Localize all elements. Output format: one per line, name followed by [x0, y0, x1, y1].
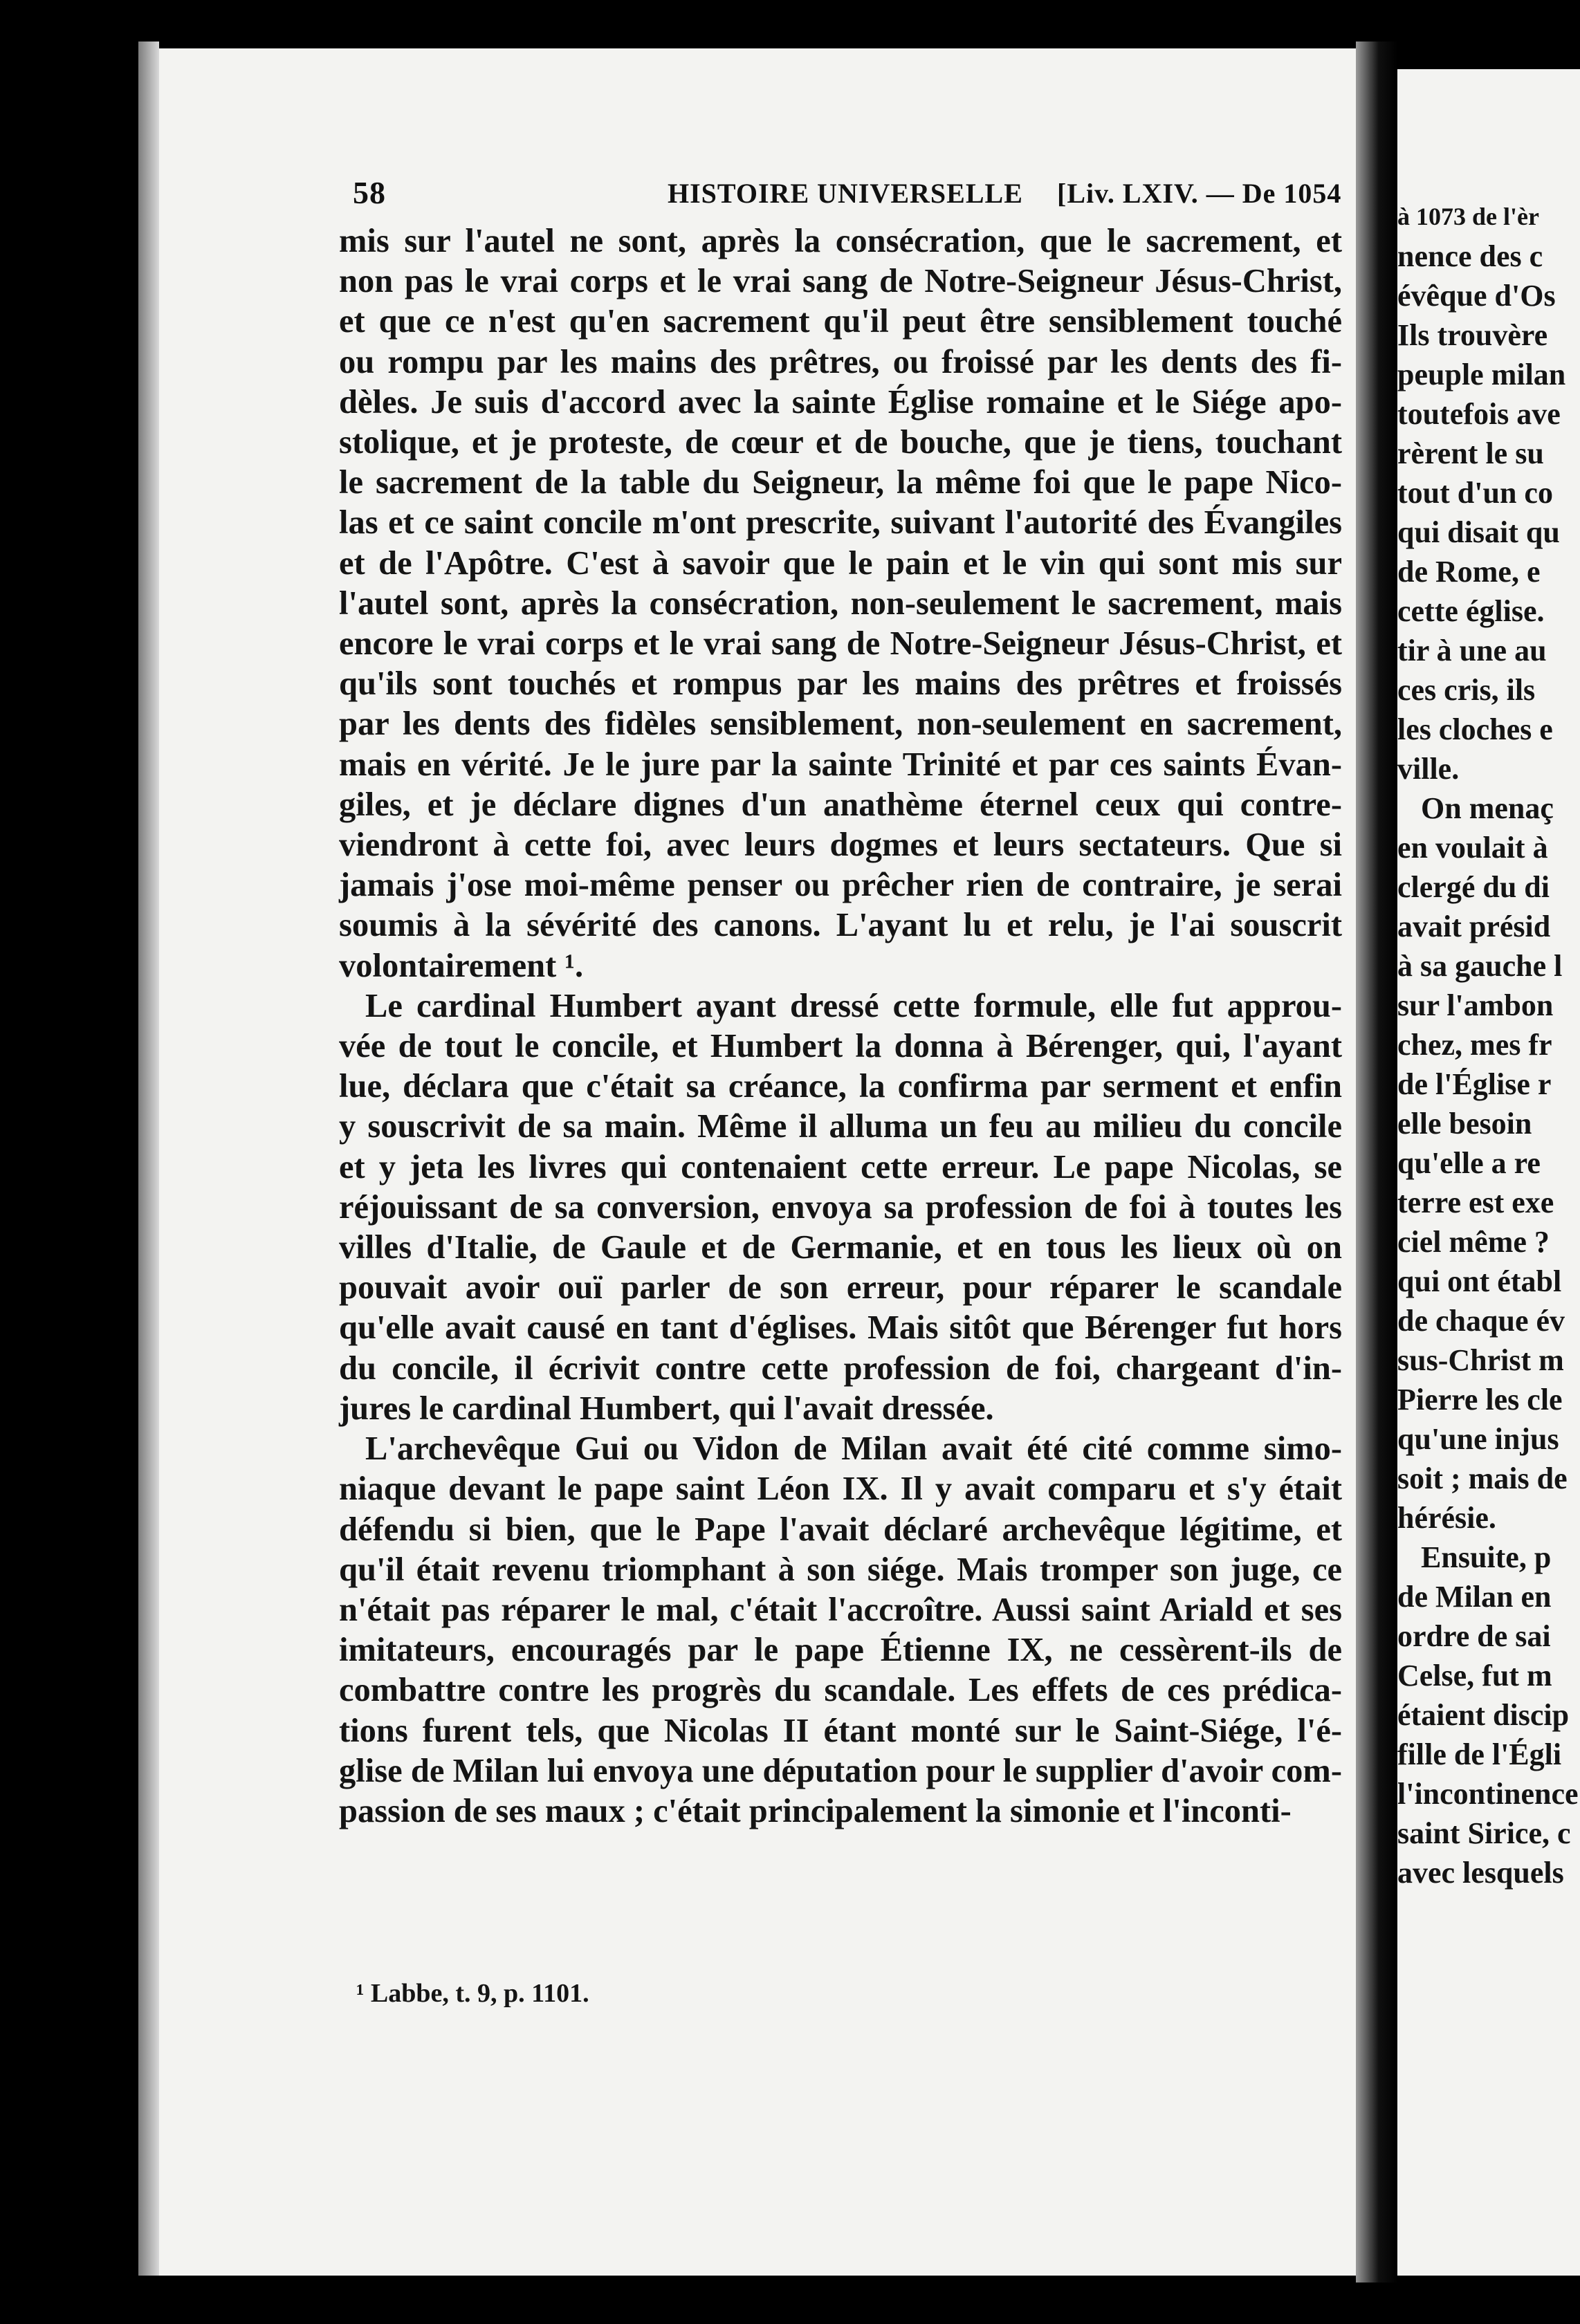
right-text-line: hérésie.: [1397, 1501, 1496, 1535]
text-line: las et ce saint concile m'ont prescrite, suivant l'autorité des Évangiles: [339, 504, 1342, 542]
running-header: [353, 174, 1349, 216]
text-line: le sacrement de la table du Seigneur, la même foi que le pape Nico-: [339, 464, 1342, 501]
text-line: volontairement ¹.: [339, 947, 584, 984]
right-text-line: qui disait qu: [1397, 515, 1560, 549]
text-line: lue, déclara que c'était sa créance, la confirma par serment et enfin: [339, 1068, 1342, 1105]
text-line: niaque devant le pape saint Léon IX. Il y avait comparu et s'y était: [339, 1470, 1342, 1508]
right-text-line: étaient discip: [1397, 1698, 1570, 1732]
right-text-line: ciel même ?: [1397, 1225, 1550, 1259]
paragraph: [339, 1429, 1342, 1832]
left-binding-edge: [138, 42, 159, 2276]
right-text-line: Ils trouvère: [1397, 318, 1548, 352]
right-text-line: Pierre les cle: [1397, 1383, 1563, 1417]
footnote: ¹ Labbe, t. 9, p. 1101.: [356, 1979, 589, 2008]
right-text-line: de chaque év: [1397, 1304, 1565, 1338]
text-line: n'était pas réparer le mal, c'était l'accroître. Aussi saint Ariald et ses: [339, 1591, 1342, 1628]
text-line: mais en vérité. Je le jure par la sainte Trinité et par ces saints Évan-: [339, 746, 1342, 783]
right-text-line: ces cris, ils: [1397, 673, 1536, 707]
text-line: pouvait avoir ouï parler de son erreur, pour réparer le scandale: [339, 1269, 1342, 1307]
text-line: et y jeta les livres qui contenaient cette erreur. Le pape Nicolas, se: [339, 1148, 1342, 1186]
text-line: glise de Milan lui envoya une députation pour le supplier d'avoir com-: [339, 1752, 1342, 1789]
right-text-line: Ensuite, p: [1421, 1540, 1552, 1574]
text-line: viendront à cette foi, avec leurs dogmes et leurs sectateurs. Que si: [339, 827, 1342, 864]
text-line: qu'elle avait causé en tant d'églises. Mais sitôt que Bérenger fut hors: [339, 1309, 1342, 1347]
text-line: encore le vrai corps et le vrai sang de Notre-Seigneur Jésus-Christ, et: [339, 625, 1342, 663]
page-fold-shadow: [1356, 42, 1397, 2282]
text-line: stolique, et je proteste, de cœur et de bouche, que je tiens, touchant: [339, 424, 1342, 461]
right-text-line: qu'elle a re: [1397, 1146, 1541, 1180]
right-text-line: de Rome, e: [1397, 555, 1541, 589]
paragraph: [339, 986, 1342, 1429]
text-line: réjouissant de sa conversion, envoya sa profession de foi à toutes les: [339, 1188, 1342, 1226]
text-line: et que ce n'est qu'en sacrement qu'il peut être sensiblement touché: [339, 303, 1342, 340]
body-text: [339, 221, 1342, 1832]
right-text-line: tir à une au: [1397, 634, 1547, 667]
running-title: HISTOIRE UNIVERSELLE: [668, 178, 1023, 209]
text-line: soumis à la sévérité des canons. L'ayant lu et relu, je l'ai souscrit: [339, 907, 1342, 944]
right-text-line: nence des c: [1397, 239, 1543, 273]
right-text-line: évêque d'Os: [1397, 279, 1556, 313]
right-text-line: saint Sirice, c: [1397, 1816, 1571, 1850]
text-line: jamais j'ose moi-même penser ou prêcher rien de contraire, je serai: [339, 867, 1342, 904]
text-line: L'archevêque Gui ou Vidon de Milan avait été cité comme simo-: [365, 1430, 1342, 1468]
right-text-line: de Milan en: [1397, 1580, 1552, 1614]
right-text-line: clergé du di: [1397, 870, 1550, 904]
text-line: jures le cardinal Humbert, qui l'avait dressée.: [339, 1390, 994, 1427]
right-text-line: sus-Christ m: [1397, 1343, 1564, 1377]
text-line: villes d'Italie, de Gaule et de Germanie, et en tous les lieux où on: [339, 1229, 1342, 1266]
page-number: 58: [353, 175, 386, 210]
text-line: non pas le vrai corps et le vrai sang de Notre-Seigneur Jésus-Christ,: [339, 263, 1342, 300]
text-line: mis sur l'autel ne sont, après la consécration, que le sacrement, et: [339, 223, 1342, 259]
right-text-line: les cloches e: [1397, 712, 1553, 746]
text-line: dèles. Je suis d'accord avec la sainte Église romaine et le Siége apo-: [339, 383, 1342, 421]
text-line: qu'ils sont touchés et rompus par les mains des prêtres et froissés: [339, 665, 1342, 703]
right-text-line: ville.: [1397, 752, 1460, 786]
right-text-line: rèrent le su: [1397, 436, 1544, 470]
text-line: qu'il était revenu triomphant à son siége. Mais tromper son juge, ce: [339, 1551, 1342, 1588]
text-line: défendu si bien, que le Pape l'avait déclaré archevêque légitime, et: [339, 1511, 1342, 1548]
text-line: tions furent tels, que Nicolas II étant monté sur le Saint-Siége, l'é-: [339, 1712, 1342, 1749]
text-line: combattre contre les progrès du scandale. Les effets de ces prédica-: [339, 1672, 1342, 1709]
right-text-line: ordre de sai: [1397, 1619, 1551, 1653]
right-text-line: toutefois ave: [1397, 397, 1561, 431]
right-text-line: peuple milan: [1397, 358, 1566, 391]
right-text-line: chez, mes fr: [1397, 1028, 1552, 1062]
text-line: passion de ses maux ; c'était principalement la simonie et l'inconti-: [339, 1792, 1292, 1829]
text-line: vée de tout le concile, et Humbert la donna à Bérenger, qui, l'ayant: [339, 1028, 1342, 1065]
text-line: l'autel sont, après la consécration, non-seulement le sacrement, mais: [339, 584, 1342, 622]
right-page-header: à 1073 de l'èr: [1397, 203, 1539, 230]
text-line: giles, et je déclare dignes d'un anathème éternel ceux qui contre-: [339, 786, 1342, 823]
right-text-line: cette église.: [1397, 594, 1545, 628]
right-text-line: avait présid: [1397, 910, 1551, 943]
right-text-line: à sa gauche l: [1397, 949, 1563, 983]
paragraph: [339, 221, 1342, 986]
right-text-line: l'incontinence: [1397, 1777, 1579, 1811]
right-text-line: tout d'un co: [1397, 476, 1553, 510]
right-text-line: en voulait à: [1397, 831, 1548, 865]
right-text-line: sur l'ambon: [1397, 988, 1554, 1022]
text-line: y souscrivit de sa main. Même il alluma un feu au milieu du concile: [339, 1108, 1342, 1145]
right-text-line: On menaç: [1421, 791, 1554, 825]
text-line: imitateurs, encouragés par le pape Étienne IX, ne cessèrent-ils de: [339, 1632, 1342, 1669]
right-text-line: Celse, fut m: [1397, 1659, 1552, 1693]
text-line: par les dents des fidèles sensiblement, non-seulement en sacrement,: [339, 706, 1342, 743]
right-text-line: terre est exe: [1397, 1186, 1554, 1219]
right-text-line: qu'une injus: [1397, 1422, 1559, 1456]
right-page-text: [1397, 199, 1580, 1892]
right-text-line: de l'Église r: [1397, 1067, 1552, 1101]
text-line: et de l'Apôtre. C'est à savoir que le pain et le vin qui sont mis sur: [339, 544, 1342, 582]
section-reference: [Liv. LXIV. — De 1054: [1057, 178, 1342, 209]
right-text-line: elle besoin: [1397, 1107, 1532, 1141]
right-text-line: soit ; mais de: [1397, 1461, 1568, 1495]
right-text-line: qui ont établ: [1397, 1264, 1562, 1298]
text-line: Le cardinal Humbert ayant dressé cette formule, elle fut approu-: [365, 987, 1342, 1024]
right-text-line: avec lesquels: [1397, 1856, 1564, 1890]
text-line: du concile, il écrivit contre cette profession de foi, chargeant d'in-: [339, 1349, 1342, 1387]
text-line: ou rompu par les mains des prêtres, ou froissé par les dents des fi-: [339, 343, 1342, 380]
right-text-line: fille de l'Égli: [1397, 1737, 1562, 1771]
